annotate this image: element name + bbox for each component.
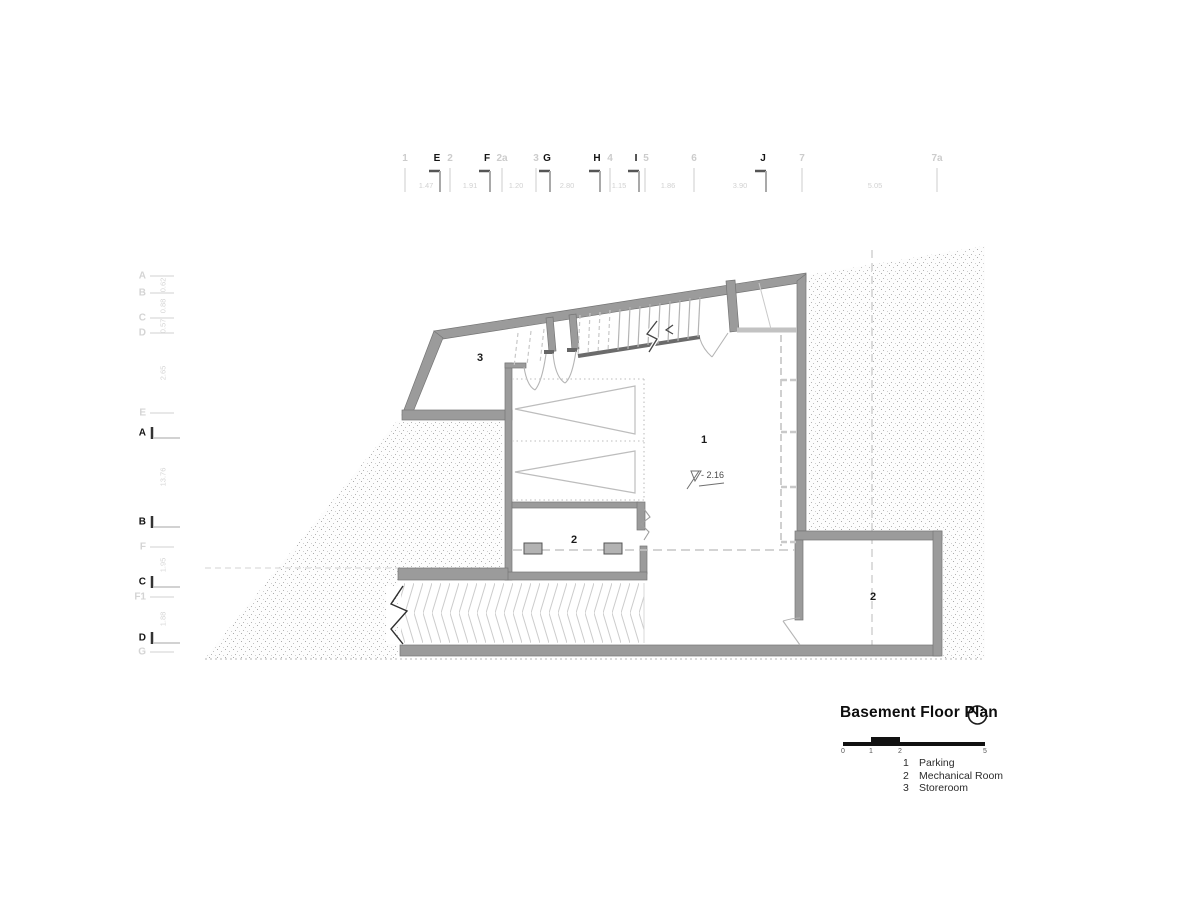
ramp [386,583,644,644]
scale-bar-label: 1 [869,748,873,755]
grid-label-top: H [593,153,601,164]
grid-label-left: D [138,327,146,339]
dimension-top: 1.47 [418,181,434,190]
room-legend [903,757,1003,795]
scale-bar-label: 0 [841,748,845,755]
parking-stalls [512,379,644,500]
legend-name: Mechanical Room [919,769,1004,782]
legend-item [903,757,1003,770]
grid-label-left: A [138,427,146,439]
grid-label-left: B [138,516,146,528]
grid-label-top: 1 [402,153,408,164]
dimension-left: 2.65 [158,365,168,381]
legend-item [903,782,1003,795]
room-label-mechanical: 2 [570,534,578,546]
grid-label-left: D [138,632,146,644]
legend-item [903,770,1003,783]
grid-label-left: C [138,576,146,588]
legend-number: 2 [903,769,909,782]
scale-bar-segment [871,737,900,742]
legend-number: 3 [903,782,909,794]
scale-bar-label: 2 [898,748,902,755]
scale-bar-label: 5 [983,748,987,755]
dimension-left: 1.88 [158,611,168,627]
stair [514,283,797,367]
dimension-top: 5.05 [867,181,883,190]
dimension-top: 1.86 [660,181,676,190]
legend-name: Parking [919,757,955,769]
legend-number: 1 [903,757,909,769]
dimension-top: 1.15 [611,181,627,190]
grid-label-left: C [138,312,146,324]
grid-label-left: B [138,287,146,299]
grid-label-top: 6 [691,153,697,164]
grid-label-top: 5 [643,153,649,164]
dimension-left: 1.95 [158,557,168,573]
grid-label-top: 7a [931,153,943,164]
grid-label-top: 2 [447,153,453,164]
dimension-left: 13.76 [158,467,168,487]
room-label-storeroom: 3 [476,352,484,364]
grid-label-left: E [139,407,146,419]
grid-label-top: E [433,153,441,164]
grid-label-top: 4 [607,153,613,164]
room-label-mechanical-2: 2 [869,591,877,603]
grid-label-top: I [634,153,638,164]
grid-label-top: 7 [799,153,805,164]
grid-label-top: 2a [496,153,508,164]
dimension-top: 2.80 [559,181,575,190]
grid-label-left: G [138,646,146,658]
grid-label-top: G [543,153,551,164]
dimension-top: 3.90 [732,181,748,190]
grid-label-top: 3 [533,153,539,164]
grid-label-left: A [138,270,146,282]
dimension-left: 0.88 [158,298,168,314]
site-hatch-right [808,246,985,658]
grid-label-left: F1 [134,591,146,603]
scale-bar [843,742,985,746]
dimension-top: 1.20 [508,181,524,190]
legend-name: Storeroom [919,782,969,794]
room-label-parking: 1 [700,434,708,446]
grid-label-left: F [139,541,146,553]
dimension-left: 0.62 [158,277,168,293]
grid-label-top: J [760,153,766,164]
dimension-top: 1.91 [462,181,478,190]
grid-label-top: F [483,153,491,164]
dimension-left: 0.57 [158,318,168,334]
level-annotation: - 2.16 [701,470,725,480]
drawing-title: Basement Floor Plan [840,704,998,721]
